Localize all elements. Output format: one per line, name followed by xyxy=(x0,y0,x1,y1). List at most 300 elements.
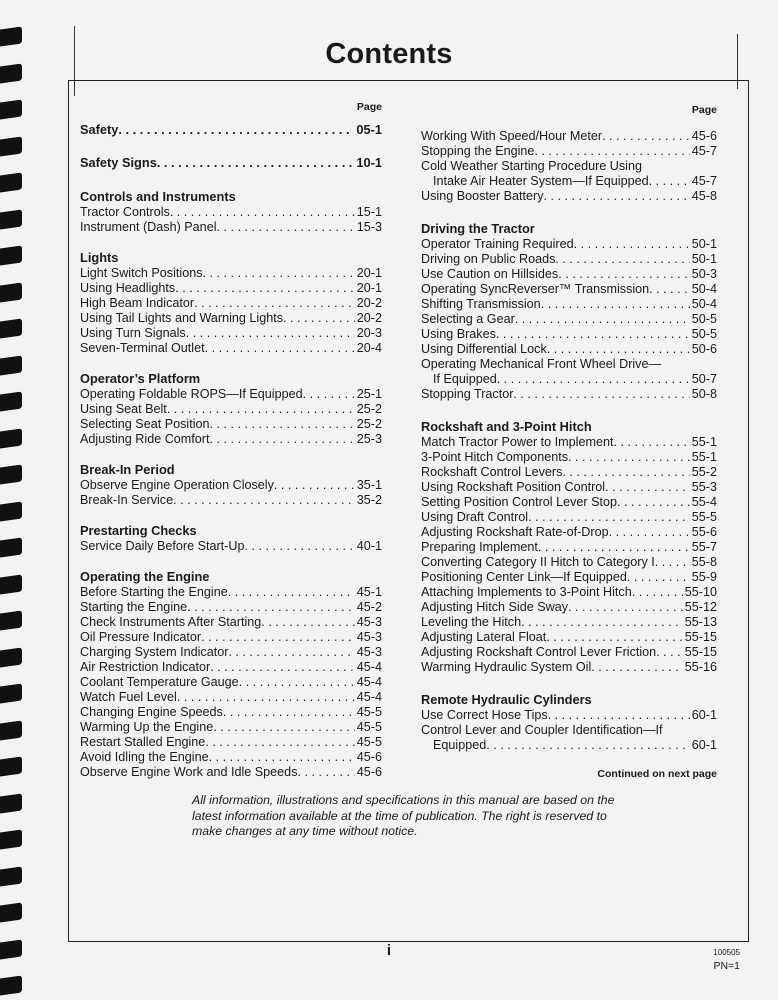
binding-ring xyxy=(0,683,22,703)
dot-leader xyxy=(244,539,354,554)
toc-entry-title: Observe Engine Operation Closely xyxy=(80,478,274,492)
binding-ring xyxy=(0,428,22,448)
toc-entry xyxy=(80,630,382,645)
dot-leader xyxy=(210,417,355,432)
toc-section xyxy=(421,691,717,753)
toc-entry xyxy=(421,540,717,555)
dot-leader xyxy=(541,297,690,312)
toc-entry xyxy=(421,174,717,189)
toc-entry-page: 50-7 xyxy=(691,372,717,386)
toc-entry-page: 45-1 xyxy=(356,585,382,599)
dot-leader xyxy=(555,252,689,267)
section-title: Remote Hydraulic Cylinders xyxy=(421,692,592,707)
toc-entry-title: Attaching Implements to 3-Point Hitch xyxy=(421,585,632,599)
binding-ring xyxy=(0,391,22,411)
toc-entry xyxy=(421,630,717,645)
dot-leader xyxy=(547,342,690,357)
toc-entry-page: 50-4 xyxy=(691,297,717,311)
dot-leader xyxy=(170,205,355,220)
dot-leader xyxy=(118,122,354,137)
toc-entry-title: Shifting Transmission xyxy=(421,297,541,311)
toc-entry xyxy=(421,129,717,144)
toc-section xyxy=(80,188,382,235)
toc-entry-page: 45-7 xyxy=(691,144,717,158)
contents-right-column xyxy=(421,103,717,782)
toc-entry xyxy=(421,738,717,753)
toc-entry xyxy=(421,495,717,510)
toc-entry-title: Operating Foldable ROPS—If Equipped xyxy=(80,387,303,401)
binding-ring xyxy=(0,318,22,338)
toc-entry-page: 45-7 xyxy=(691,174,717,188)
toc-entry-page: 50-8 xyxy=(691,387,717,401)
toc-entry xyxy=(80,720,382,735)
section-title: Driving the Tractor xyxy=(421,221,535,236)
toc-entry-title: High Beam Indicator xyxy=(80,296,195,310)
toc-entry-title: Tractor Controls xyxy=(80,205,170,219)
toc-entry-title: Use Caution on Hillsides xyxy=(421,267,559,281)
toc-entry xyxy=(80,326,382,341)
toc-entry xyxy=(80,387,382,402)
toc-entry xyxy=(421,327,717,342)
dot-leader xyxy=(223,705,355,720)
toc-entry-page: 50-5 xyxy=(691,312,717,326)
toc-entry-page: 50-1 xyxy=(691,237,717,251)
toc-entry-page: 40-1 xyxy=(356,539,382,553)
toc-entry xyxy=(80,402,382,417)
toc-entry xyxy=(80,600,382,615)
toc-entry xyxy=(421,342,717,357)
dot-leader xyxy=(298,765,355,780)
dot-leader xyxy=(209,750,355,765)
dot-leader xyxy=(558,267,690,282)
dot-leader xyxy=(261,615,354,630)
toc-entry-page: 45-3 xyxy=(356,630,382,644)
toc-entry xyxy=(421,525,717,540)
toc-section xyxy=(80,122,382,137)
dot-leader xyxy=(283,311,355,326)
toc-entry xyxy=(80,705,382,720)
toc-entry-title: Seven-Terminal Outlet xyxy=(80,341,205,355)
toc-entry-page: 55-6 xyxy=(691,525,717,539)
dot-leader xyxy=(568,450,690,465)
binding-ring xyxy=(0,829,22,849)
toc-entry-title: Oil Pressure Indicator xyxy=(80,630,202,644)
toc-entry-page: 45-3 xyxy=(356,645,382,659)
disclaimer-text: All information, illustrations and specifications in this manual are based on the latest information available at the time of publication. The right is reserved to make changes at any time without notice. xyxy=(192,793,615,838)
toc-entry-title: Changing Engine Speeds xyxy=(80,705,223,719)
toc-entry-page: 55-15 xyxy=(684,630,717,644)
toc-entry xyxy=(421,237,717,252)
dot-leader xyxy=(175,281,355,296)
toc-entry-page: 25-2 xyxy=(356,417,382,431)
toc-entry-page: 20-2 xyxy=(356,311,382,325)
toc-entry xyxy=(80,615,382,630)
toc-entry-title: Adjusting Rockshaft Control Lever Friction xyxy=(421,645,657,659)
toc-entry-title: Check Instruments After Starting xyxy=(80,615,262,629)
dot-leader xyxy=(167,402,355,417)
dot-leader xyxy=(609,525,690,540)
toc-entry-title: Avoid Idling the Engine xyxy=(80,750,209,764)
toc-entry-page: 35-1 xyxy=(356,478,382,492)
dot-leader xyxy=(649,174,690,189)
toc-entry-page: 55-3 xyxy=(691,480,717,494)
toc-entry xyxy=(80,645,382,660)
toc-entry-page: 25-1 xyxy=(356,387,382,401)
toc-entry xyxy=(80,417,382,432)
toc-entry-page: 45-4 xyxy=(356,660,382,674)
toc-section xyxy=(80,568,382,780)
toc-entry-page: 50-6 xyxy=(691,342,717,356)
toc-entry xyxy=(80,585,382,600)
toc-section-continued xyxy=(421,129,717,204)
binding-ring xyxy=(0,574,22,594)
toc-entry-page: 05-1 xyxy=(356,122,382,137)
toc-entry-page: 45-4 xyxy=(356,690,382,704)
toc-entry-title: Preparing Implement xyxy=(421,540,538,554)
dot-leader xyxy=(205,341,355,356)
toc-entry-page: 25-3 xyxy=(356,432,382,446)
toc-entry-page: 50-5 xyxy=(691,327,717,341)
toc-entry xyxy=(80,220,382,235)
toc-entry-page: 45-5 xyxy=(356,720,382,734)
toc-entry xyxy=(421,480,717,495)
toc-entry-page: 50-4 xyxy=(691,282,717,296)
toc-entry xyxy=(421,600,717,615)
dot-leader xyxy=(605,480,690,495)
toc-entry xyxy=(80,281,382,296)
toc-entry-page: 55-7 xyxy=(691,540,717,554)
toc-entry-page: 20-3 xyxy=(356,326,382,340)
toc-entry xyxy=(80,266,382,281)
toc-entry-title: Charging System Indicator xyxy=(80,645,229,659)
toc-entry-page: 20-1 xyxy=(356,266,382,280)
toc-entry xyxy=(421,615,717,630)
toc-entry-page: 15-1 xyxy=(356,205,382,219)
toc-entry xyxy=(421,252,717,267)
toc-entry-title: Operator Training Required xyxy=(421,237,574,251)
section-title: Operator’s Platform xyxy=(80,371,201,386)
toc-entry xyxy=(80,675,382,690)
toc-entry-title: Stopping the Engine xyxy=(421,144,535,158)
dot-leader xyxy=(613,435,689,450)
toc-entry-page: 55-5 xyxy=(691,510,717,524)
toc-entry-page: 45-8 xyxy=(691,189,717,203)
toc-entry-title: Intake Air Heater System—If Equipped xyxy=(433,174,649,188)
toc-entry xyxy=(421,144,717,159)
toc-entry xyxy=(421,282,717,297)
toc-entry xyxy=(80,690,382,705)
dot-leader xyxy=(655,555,690,570)
toc-entry-page: 55-13 xyxy=(684,615,717,629)
dot-leader xyxy=(544,189,690,204)
dot-leader xyxy=(649,282,690,297)
toc-entry-title: Watch Fuel Level xyxy=(80,690,177,704)
toc-entry xyxy=(421,723,717,738)
toc-entry-page: 15-3 xyxy=(356,220,382,234)
dot-leader xyxy=(627,570,690,585)
section-title: Operating the Engine xyxy=(80,569,210,584)
toc-entry-page: 50-3 xyxy=(691,267,717,281)
toc-entry-page: 45-5 xyxy=(356,705,382,719)
toc-entry xyxy=(421,357,717,372)
toc-entry xyxy=(421,297,717,312)
toc-entry-title: Before Starting the Engine xyxy=(80,585,228,599)
dot-leader xyxy=(210,432,355,447)
toc-entry-page: 20-2 xyxy=(356,296,382,310)
toc-entry-page: 55-10 xyxy=(684,585,717,599)
binding-ring xyxy=(0,793,22,813)
toc-entry xyxy=(421,387,717,402)
binding-ring xyxy=(0,172,22,192)
section-title: Prestarting Checks xyxy=(80,523,197,538)
toc-entry xyxy=(80,765,382,780)
toc-entry-page: 20-4 xyxy=(356,341,382,355)
toc-entry-page: 60-1 xyxy=(691,738,717,752)
toc-entry-page: 55-15 xyxy=(684,645,717,659)
toc-entry-title: Working With Speed/Hour Meter xyxy=(421,129,603,143)
section-title: Controls and Instruments xyxy=(80,189,236,204)
dot-leader xyxy=(632,585,683,600)
binding-ring xyxy=(0,282,22,302)
toc-entry-title: Coolant Temperature Gauge xyxy=(80,675,239,689)
binding-ring xyxy=(0,610,22,630)
toc-entry-page: 20-1 xyxy=(356,281,382,295)
toc-entry-title: Adjusting Rockshaft Rate-of-Drop xyxy=(421,525,609,539)
binding-ring xyxy=(0,501,22,521)
dot-leader xyxy=(656,645,683,660)
toc-entry-title: Adjusting Hitch Side Sway xyxy=(421,600,568,614)
toc-entry-title: Setting Position Control Lever Stop xyxy=(421,495,618,509)
toc-entry-title: Instrument (Dash) Panel xyxy=(80,220,217,234)
page-title: Contents xyxy=(325,38,453,70)
dot-leader xyxy=(574,237,690,252)
toc-entry xyxy=(421,189,717,204)
dot-leader xyxy=(177,690,355,705)
dot-leader xyxy=(486,738,690,753)
binding-ring xyxy=(0,355,22,375)
document-code: 100505 xyxy=(713,948,740,957)
toc-entry xyxy=(80,539,382,554)
toc-entry xyxy=(80,155,382,170)
dot-leader xyxy=(534,144,689,159)
section-title: Rockshaft and 3-Point Hitch xyxy=(421,419,592,434)
toc-entry-title: Match Tractor Power to Implement xyxy=(421,435,614,449)
toc-entry xyxy=(421,372,717,387)
toc-entry-title: Restart Stalled Engine xyxy=(80,735,206,749)
toc-entry xyxy=(421,435,717,450)
toc-entry-page: 10-1 xyxy=(356,155,382,170)
toc-entry-page: 55-2 xyxy=(691,465,717,479)
binding-ring xyxy=(0,756,22,776)
toc-entry-page: 55-12 xyxy=(684,600,717,614)
toc-entry xyxy=(421,570,717,585)
dot-leader xyxy=(210,660,355,675)
pn-label: PN=1 xyxy=(713,960,740,972)
toc-entry xyxy=(421,555,717,570)
toc-entry-title: Light Switch Positions xyxy=(80,266,203,280)
toc-section xyxy=(80,249,382,356)
toc-entry-title: Using Headlights xyxy=(80,281,176,295)
toc-entry-title: Operating Mechanical Front Wheel Drive— xyxy=(421,357,662,371)
toc-entry-title: Safety xyxy=(80,122,119,137)
contents-left-column xyxy=(80,100,382,780)
dot-leader xyxy=(203,266,355,281)
toc-entry-title: 3-Point Hitch Components xyxy=(421,450,568,464)
toc-entry-page: 55-1 xyxy=(691,435,717,449)
toc-entry xyxy=(80,493,382,508)
toc-entry xyxy=(421,510,717,525)
toc-entry xyxy=(80,432,382,447)
toc-entry-title: Equipped xyxy=(433,738,487,752)
toc-entry-title: Stopping Tractor xyxy=(421,387,514,401)
toc-entry-page: 45-4 xyxy=(356,675,382,689)
toc-entry xyxy=(80,750,382,765)
toc-entry xyxy=(80,296,382,311)
toc-entry-title: Safety Signs xyxy=(80,155,157,170)
toc-entry-title: Using Turn Signals xyxy=(80,326,186,340)
dot-leader xyxy=(591,660,683,675)
toc-section xyxy=(421,220,717,402)
toc-entry xyxy=(421,708,717,723)
toc-entry xyxy=(80,735,382,750)
toc-entry-page: 45-5 xyxy=(356,735,382,749)
toc-entry xyxy=(421,645,717,660)
binding-ring xyxy=(0,245,22,265)
toc-entry-title: Rockshaft Control Levers xyxy=(421,465,563,479)
dot-leader xyxy=(538,540,690,555)
dot-leader xyxy=(213,720,355,735)
toc-entry xyxy=(421,585,717,600)
dot-leader xyxy=(187,600,355,615)
toc-entry-title: Selecting a Gear xyxy=(421,312,515,326)
toc-entry-title: Using Differential Lock xyxy=(421,342,547,356)
dot-leader xyxy=(173,493,355,508)
dot-leader xyxy=(205,735,354,750)
dot-leader xyxy=(528,510,690,525)
toc-entry-page: 45-2 xyxy=(356,600,382,614)
dot-leader xyxy=(562,465,689,480)
toc-entry-title: Service Daily Before Start-Up xyxy=(80,539,245,553)
toc-entry-page: 55-8 xyxy=(691,555,717,569)
toc-entry xyxy=(421,267,717,282)
toc-entry-page: 55-1 xyxy=(691,450,717,464)
toc-entry-title: Air Restriction Indicator xyxy=(80,660,211,674)
dot-leader xyxy=(513,387,689,402)
toc-section xyxy=(80,461,382,508)
toc-entry-page: 55-9 xyxy=(691,570,717,584)
toc-entry-page: 55-16 xyxy=(684,660,717,674)
toc-entry-title: Using Tail Lights and Warning Lights xyxy=(80,311,284,325)
toc-entry-title: Adjusting Lateral Float xyxy=(421,630,547,644)
binding-ring xyxy=(0,136,22,156)
page-number: i xyxy=(386,942,392,959)
toc-entry-page: 35-2 xyxy=(356,493,382,507)
toc-entry xyxy=(421,465,717,480)
binding-ring xyxy=(0,975,22,995)
toc-entry-title: Adjusting Ride Comfort xyxy=(80,432,210,446)
dot-leader xyxy=(515,312,690,327)
dot-leader xyxy=(602,129,690,144)
binding-ring xyxy=(0,99,22,119)
toc-entry-title: Using Draft Control xyxy=(421,510,529,524)
toc-entry-title: If Equipped xyxy=(433,372,497,386)
toc-entry-title: Using Rockshaft Position Control xyxy=(421,480,606,494)
section-title: Break-In Period xyxy=(80,462,175,477)
toc-entry-page: 25-2 xyxy=(356,402,382,416)
toc-entry-title: Control Lever and Coupler Identification—If xyxy=(421,723,663,737)
toc-entry xyxy=(421,159,717,174)
toc-entry xyxy=(80,341,382,356)
toc-entry-title: Operating SyncReverser™ Transmission xyxy=(421,282,650,296)
toc-entry-title: Driving on Public Roads xyxy=(421,252,556,266)
toc-entry xyxy=(421,660,717,675)
toc-entry-page: 45-6 xyxy=(356,765,382,779)
dot-leader xyxy=(239,675,355,690)
toc-entry-title: Cold Weather Starting Procedure Using xyxy=(421,159,642,173)
dot-leader xyxy=(546,630,682,645)
binding-ring xyxy=(0,720,22,740)
toc-section xyxy=(80,522,382,554)
toc-entry xyxy=(80,660,382,675)
toc-entry xyxy=(80,205,382,220)
toc-entry-title: Use Correct Hose Tips xyxy=(421,708,548,722)
toc-entry-title: Converting Category II Hitch to Category I xyxy=(421,555,655,569)
toc-entry-page: 45-6 xyxy=(356,750,382,764)
dot-leader xyxy=(274,478,355,493)
toc-entry-title: Observe Engine Work and Idle Speeds xyxy=(80,765,298,779)
toc-entry-page: 55-4 xyxy=(691,495,717,509)
toc-entry-page: 60-1 xyxy=(691,708,717,722)
toc-entry-title: Using Brakes xyxy=(421,327,496,341)
binding-ring xyxy=(0,866,22,886)
page-column-header: Page xyxy=(691,104,717,116)
toc-section xyxy=(80,155,382,170)
toc-section xyxy=(80,370,382,447)
binding-ring xyxy=(0,537,22,557)
section-title: Lights xyxy=(80,250,119,265)
dot-leader xyxy=(496,327,690,342)
toc-section xyxy=(421,418,717,675)
toc-entry-title: Using Seat Belt xyxy=(80,402,167,416)
toc-entry-title: Positioning Center Link—If Equipped xyxy=(421,570,627,584)
dot-leader xyxy=(201,630,355,645)
toc-entry-title: Starting the Engine xyxy=(80,600,188,614)
toc-entry-page: 45-6 xyxy=(691,129,717,143)
dot-leader xyxy=(548,708,690,723)
dot-leader xyxy=(497,372,690,387)
binding-ring xyxy=(0,902,22,922)
dot-leader xyxy=(157,155,355,170)
spiral-binding xyxy=(0,0,30,1000)
toc-entry xyxy=(421,450,717,465)
continued-note: Continued on next page xyxy=(597,768,717,780)
toc-entry xyxy=(421,312,717,327)
toc-entry xyxy=(80,311,382,326)
dot-leader xyxy=(568,600,683,615)
toc-entry xyxy=(80,122,382,137)
dot-leader xyxy=(228,585,355,600)
toc-entry-title: Warming Hydraulic System Oil xyxy=(421,660,592,674)
binding-ring xyxy=(0,647,22,667)
dot-leader xyxy=(194,296,355,311)
dot-leader xyxy=(186,326,355,341)
page-column-header: Page xyxy=(356,101,382,113)
dot-leader xyxy=(303,387,355,402)
dot-leader xyxy=(521,615,683,630)
toc-entry-title: Selecting Seat Position xyxy=(80,417,210,431)
toc-entry-title: Warming Up the Engine xyxy=(80,720,214,734)
binding-ring xyxy=(0,209,22,229)
